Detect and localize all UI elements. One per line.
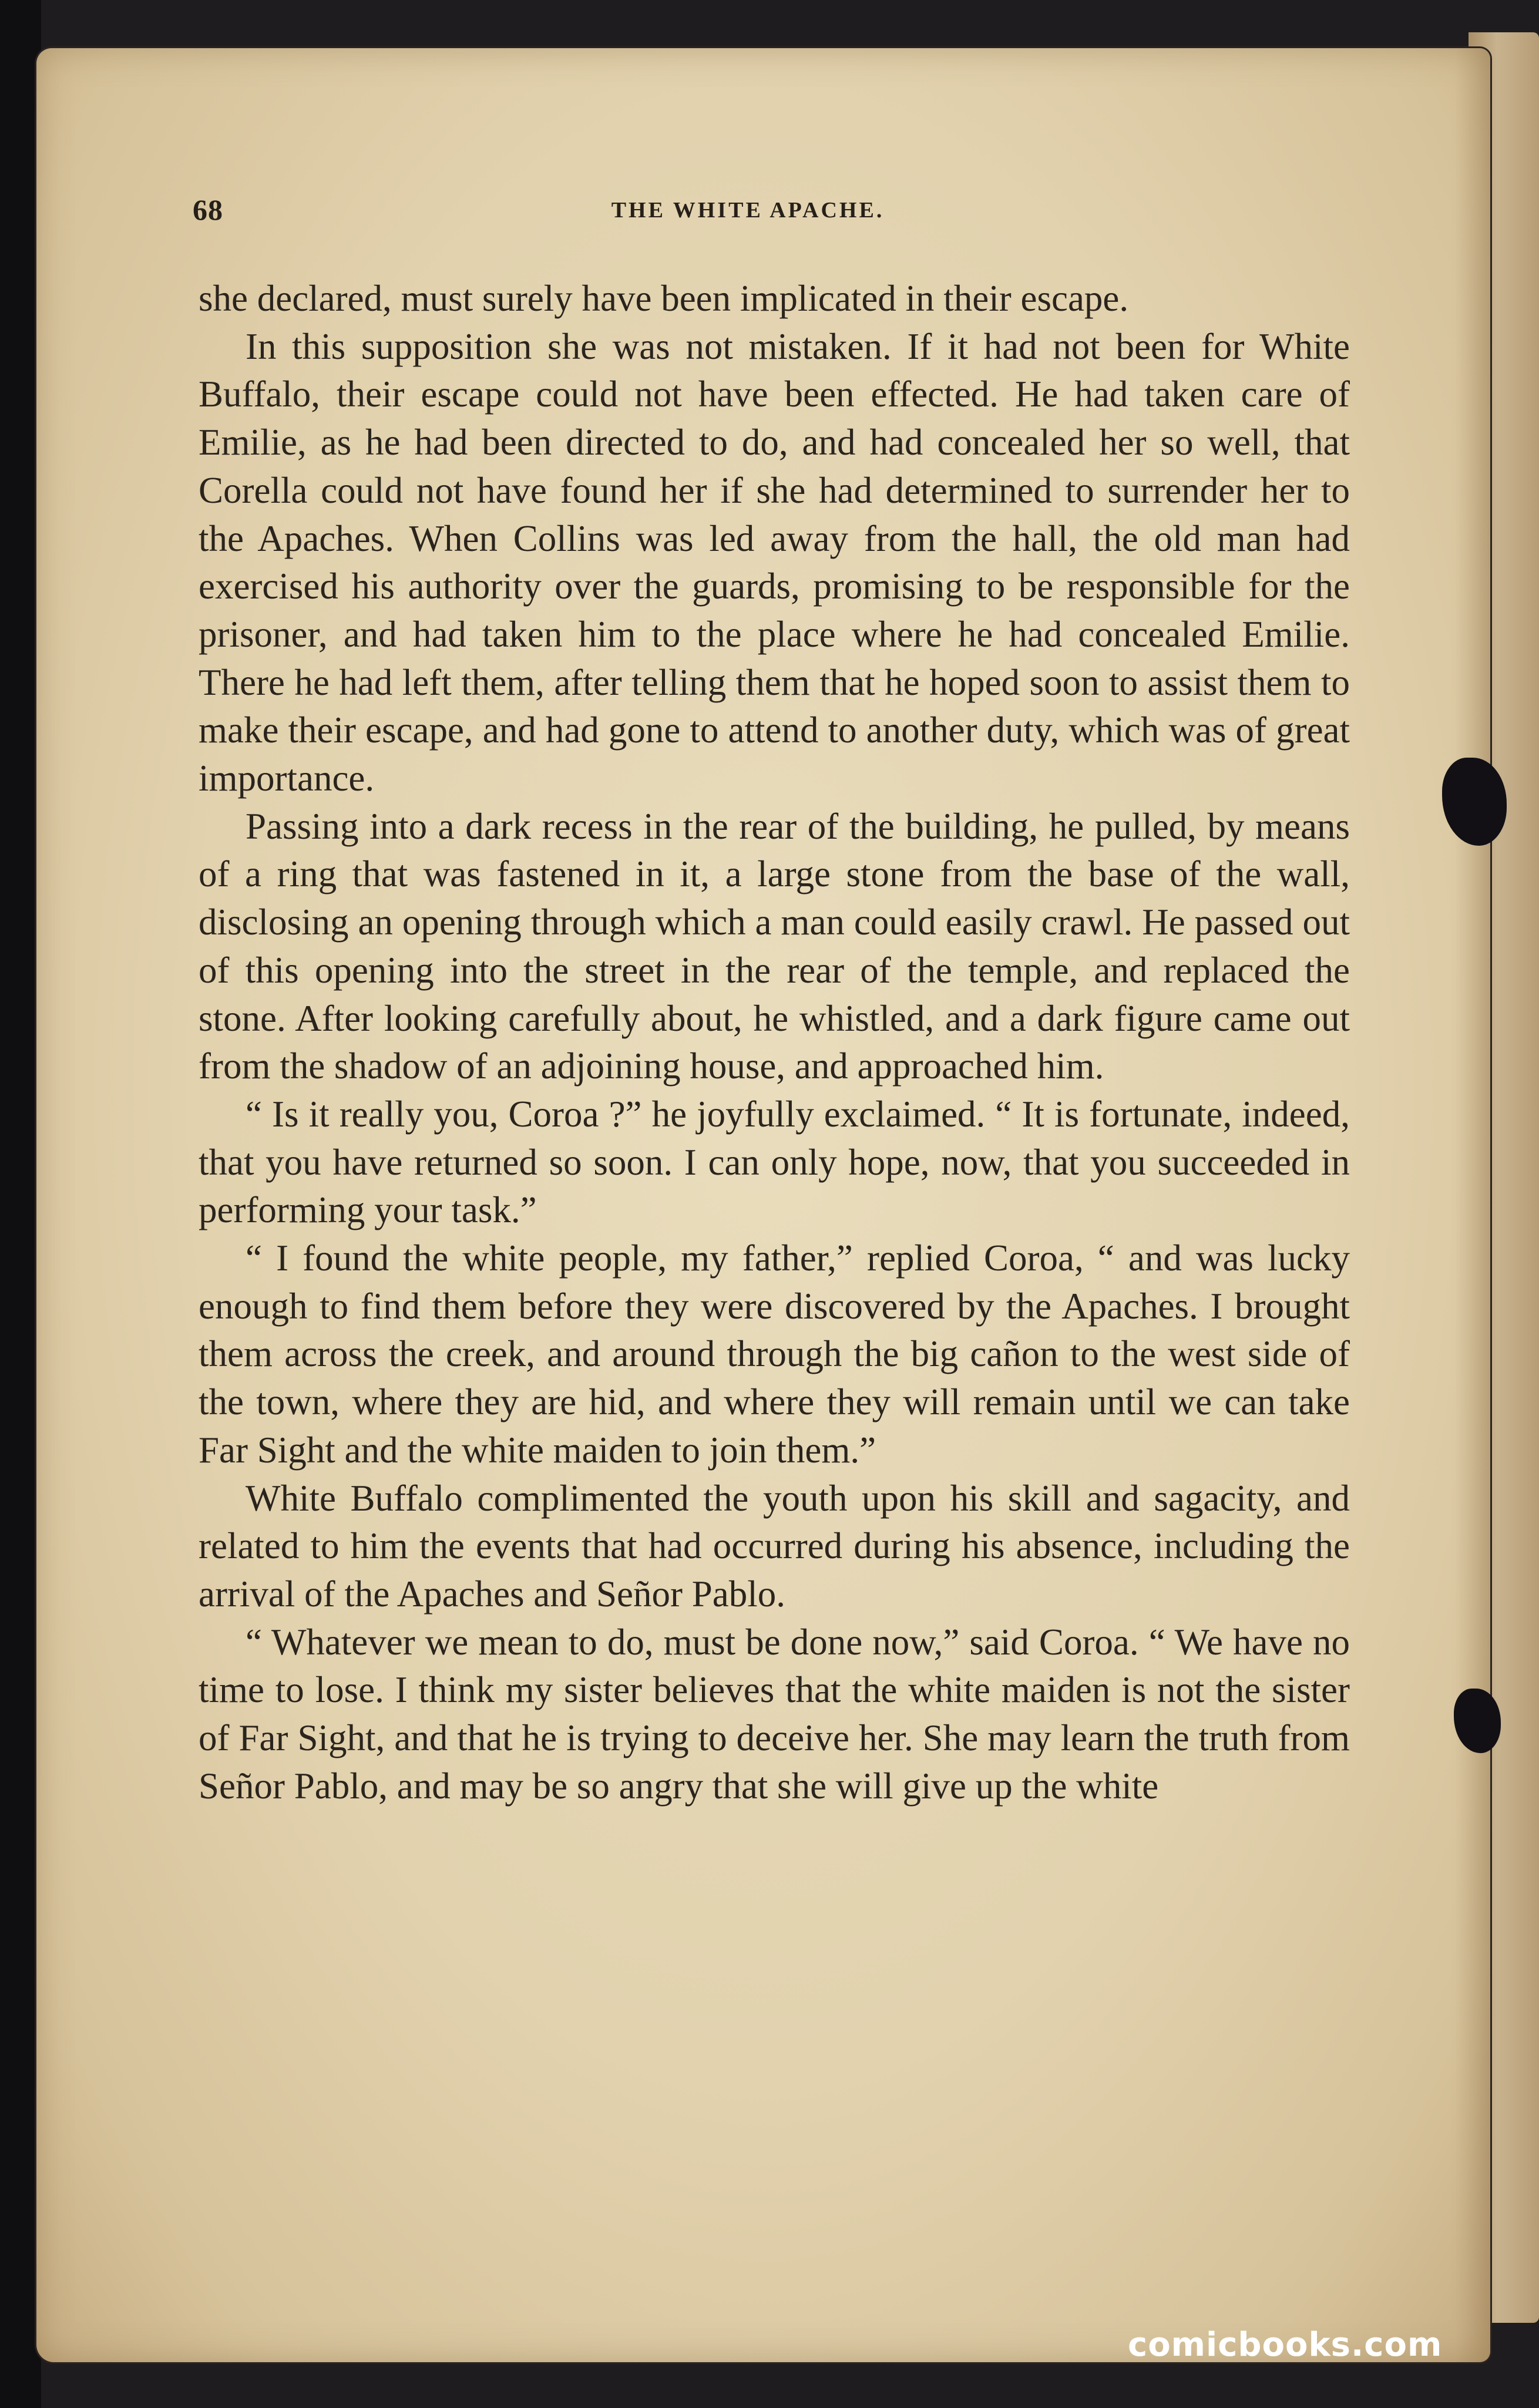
paragraph: Passing into a dark recess in the rear of the building, he pulled, by means of a ring that was fastened in it, a large stone from the base of the wall, disclosing an opening through which a man could easily crawl. He passed out of this opening into the street in the rear of the temple, and replaced the stone. After looking carefully about, he whistled, and a dark figure came out from the shadow of an adjoining house, and approached him. [199,805,1350,1087]
paragraph: “ I found the white people, my father,” replied Coroa, “ and was lucky enough to find them before they were discovered by the Apaches. I brought them across the creek, and around through the big cañon to the west side of the town, where they are hid, and where they will remain until we can take Far Sight and the white maiden to join them.” [199,1237,1350,1471]
background-dark-edge [0,0,41,2408]
page-header [152,193,1344,234]
paragraph: “ Is it really you, Coroa ?” he joyfully exclaimed. “ It is fortunate, indeed, that you have returned so soon. I can only hope, now, that you succeeded in performing your task.” [199,1093,1350,1231]
paragraph: she declared, must surely have been implicated in their escape. [199,278,1129,319]
paragraph: “ Whatever we mean to do, must be done now,” said Coroa. “ We have no time to lose. I think my sister believes that the white maiden is not the sister of Far Sight, and that he is trying to deceive her. She may learn the truth from Señor Pablo, and may be so angry that she will give up the white [199,1621,1350,1807]
paragraph: In this supposition she was not mistaken. If it had not been for White Buffalo, their escape could not have been effected. He had taken care of Emilie, as he had been directed to do, and had concealed her so well, that Corella could not have found her if she had determined to surrender her to the Apaches. When Collins was led away from the hall, the old man had exercised his authority over the guards, promising to be responsible for the prisoner, and had taken him to the place where he had concealed Emilie. There he had left them, after telling them that he hoped soon to assist them to make their escape, and had gone to attend to another duty, which was of great importance. [199,325,1350,799]
running-title: THE WHITE APACHE. [611,198,885,223]
body-text [199,275,1350,1811]
paragraph: White Buffalo complimented the youth upon his skill and sagacity, and related to him the events that had occurred during his absence, including the arrival of the Apaches and Señor Pablo. [199,1477,1350,1615]
watermark: comicbooks.com [1128,2326,1443,2364]
page-number: 68 [193,193,223,226]
